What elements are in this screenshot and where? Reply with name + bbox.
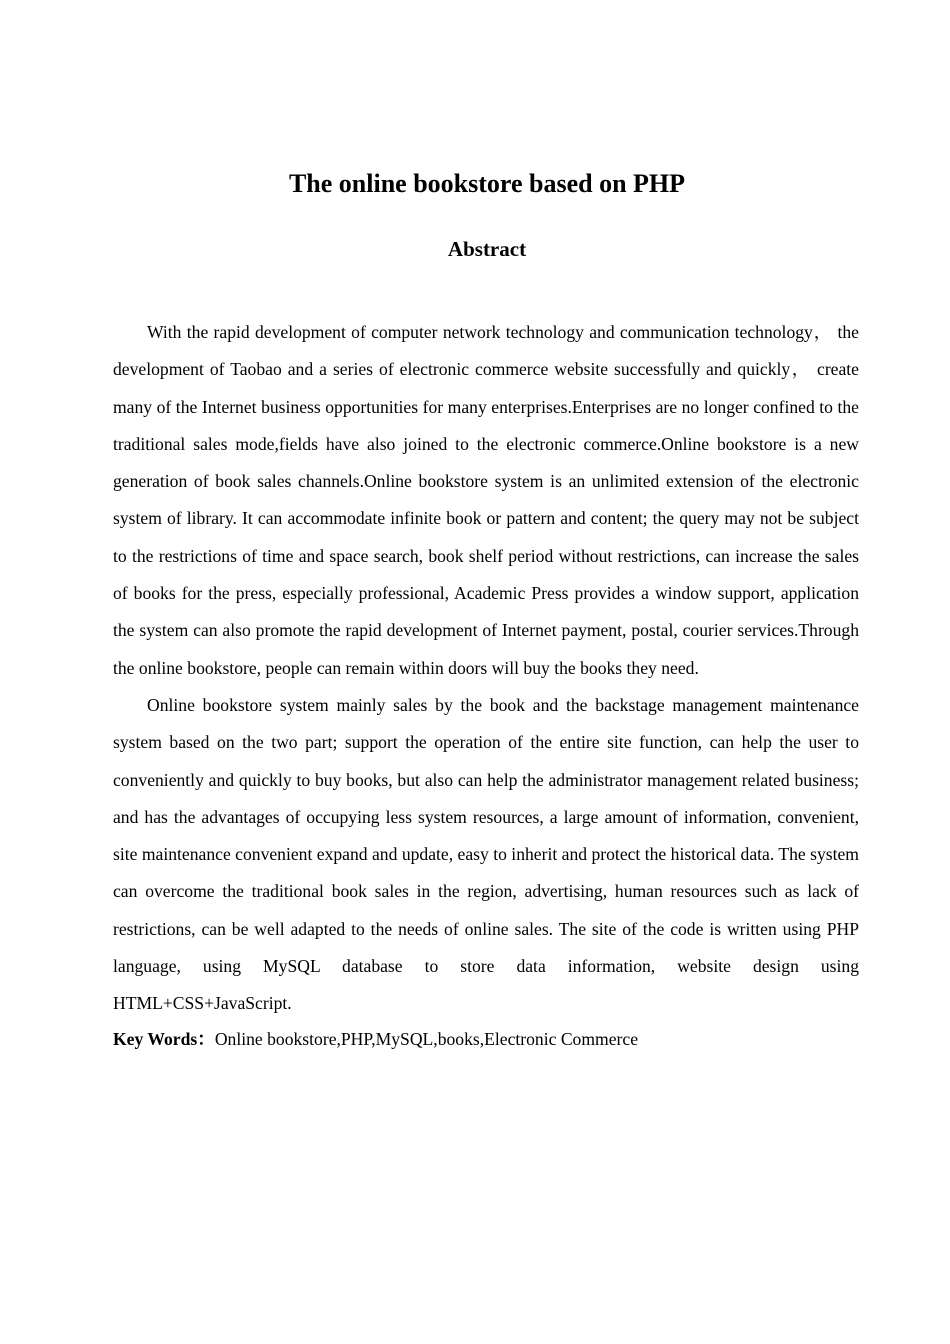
abstract-heading: Abstract (447, 237, 527, 261)
document-title: The online bookstore based on PHP (288, 169, 686, 198)
abstract-body (113, 314, 859, 1055)
keywords-label: Key Words： (113, 1028, 215, 1049)
keywords-text: Online bookstore,PHP,MySQL,books,Electronic Commerce (214, 1028, 639, 1049)
abstract-paragraph-1: With the rapid development of computer network technology and communication technology， the development of Taobao and a series of electronic commerce website successfully and quickly， create many of the Internet business opportunities for many enterprises.Enterprises are no longer confined to the traditional sales mode,fields have also joined to the electronic commerce.Online bookstore is a new generation of book sales channels.Online bookstore system is an unlimited extension of the electronic system of library. It can accommodate infinite book or pattern and content; the query may not be subject to the restrictions of time and space search, book shelf period without restrictions, can increase the sales of books for the press, especially professional, Academic Press provides a window support, application the system can also promote the rapid development of Internet payment, postal, courier services.Through the online bookstore, people can remain within doors will buy the books they need. (113, 322, 859, 678)
keywords-line (113, 1023, 859, 1055)
abstract-paragraph-2: Online bookstore system mainly sales by the book and the backstage management maintenance system based on the two part; support the operation of the entire site function, can help the user to conveniently and quickly to buy books, but also can help the administrator management related business; and has the advantages of occupying less system resources, a large amount of information, convenient, site maintenance convenient expand and update, easy to inherit and protect the historical data. The system can overcome the traditional book sales in the region, advertising, human resources such as lack of restrictions, can be well adapted to the needs of online sales. The site of the code is written using PHP language, using MySQL database to store data information, website design using HTML+CSS+JavaScript. (113, 694, 859, 1014)
